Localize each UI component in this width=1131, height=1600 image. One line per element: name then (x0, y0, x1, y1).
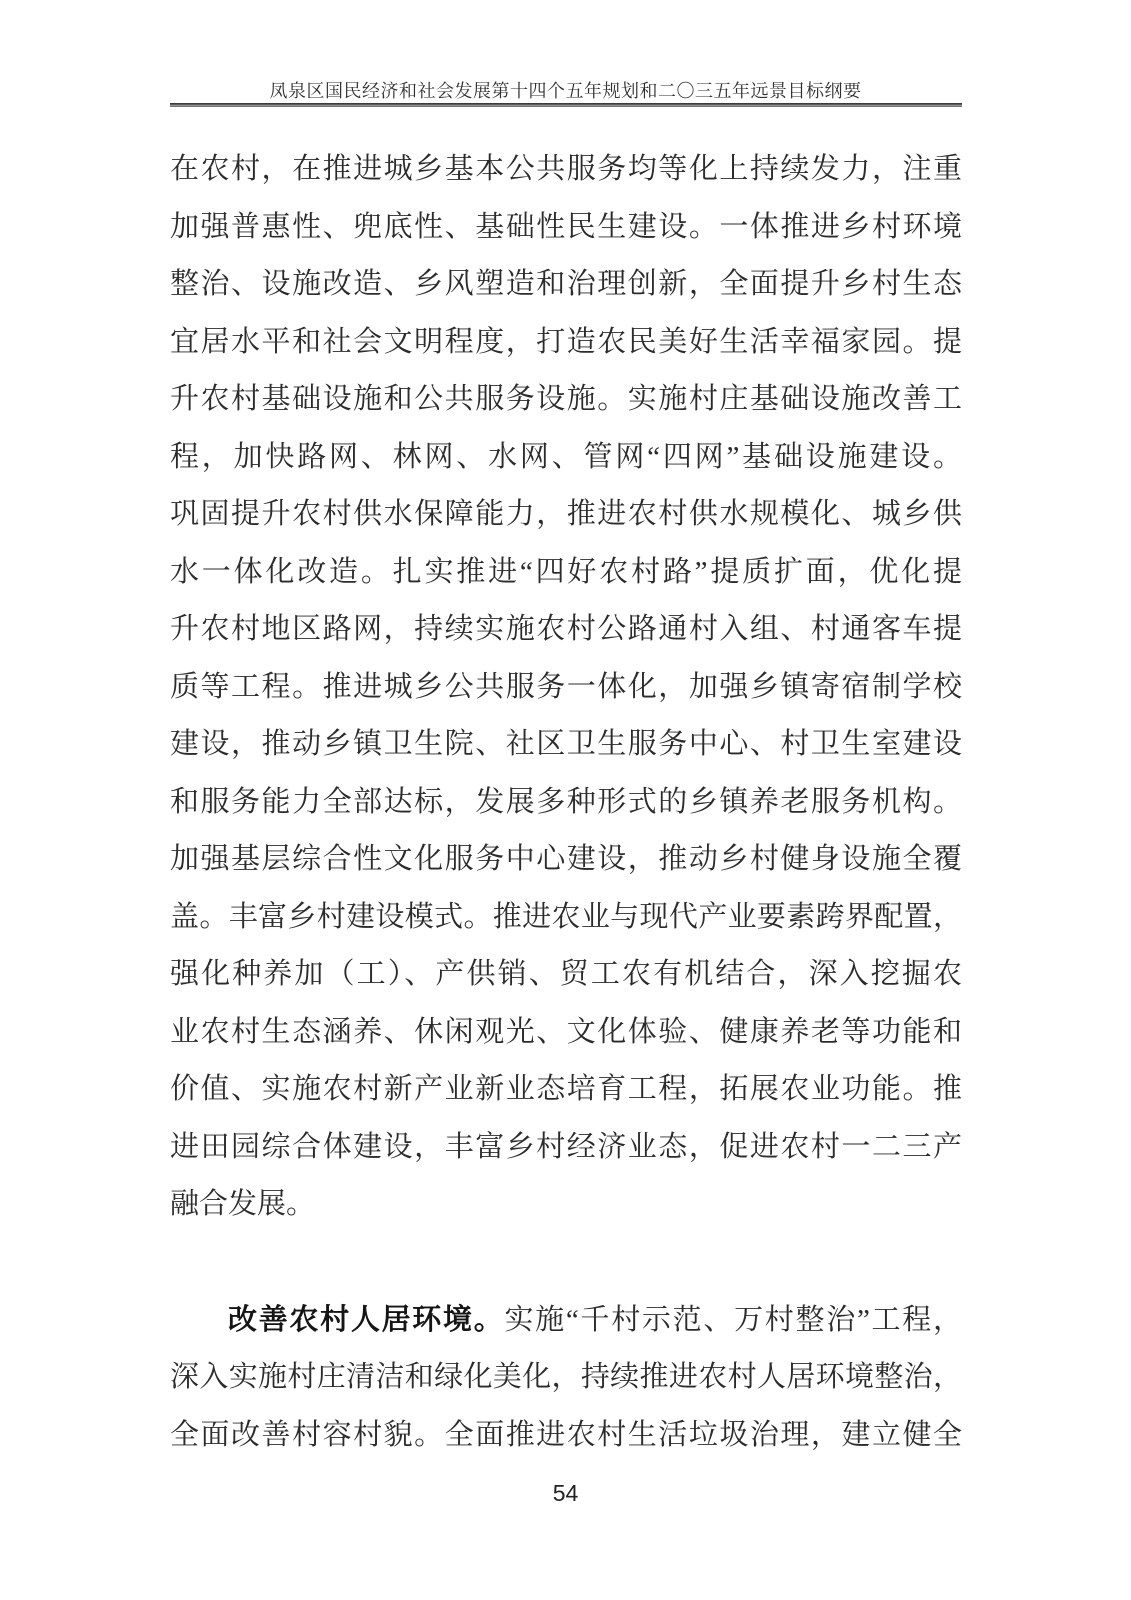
body-line: 和服务能力全部达标，发展多种形式的乡镇养老服务机构。 (170, 785, 962, 818)
body-line: 水一体化改造。扎实推进“四好农村路”提质扩面，优化提 (170, 555, 962, 588)
body-line: 整治、设施改造、乡风塑造和治理创新，全面提升乡村生态 (170, 268, 962, 300)
body-line: 升农村地区路网，持续实施农村公路通村入组、村通客车提 (170, 613, 962, 645)
body-line: 宜居水平和社会文明程度，打造农民美好生活幸福家园。提 (170, 325, 962, 358)
page-header-title: 凤泉区国民经济和社会发展第十四个五年规划和二〇三五年远景目标纲要 (269, 81, 862, 101)
paragraph-lead-bold: 改善农村人居环境。 (228, 1303, 505, 1336)
body-line: 盖。丰富乡村建设模式。推进农业与现代产业要素跨界配置， (170, 900, 962, 933)
body-line: 进田园综合体建设，丰富乡村经济业态，促进农村一二三产 (170, 1130, 962, 1163)
body-line: 全面改善村容村貌。全面推进农村生活垃圾治理，建立健全 (170, 1418, 962, 1451)
body-line: 升农村基础设施和公共服务设施。实施村庄基础设施改善工 (170, 383, 962, 415)
body-line: 加强基层综合性文化服务中心建设，推动乡村健身设施全覆 (170, 843, 962, 875)
body-line: 巩固提升农村供水保障能力，推进农村供水规模化、城乡供 (170, 498, 962, 530)
body-line: 价值、实施农村新产业新业态培育工程，拓展农业功能。推 (170, 1073, 962, 1105)
body-line: 强化种养加（工）、产供销、贸工农有机结合，深入挖掘农 (170, 958, 962, 990)
body-line: 加强普惠性、兜底性、基础性民生建设。一体推进乡村环境 (170, 210, 962, 243)
body-line: 在农村，在推进城乡基本公共服务均等化上持续发力，注重 (170, 153, 962, 185)
body-line: 融合发展。 (170, 1188, 316, 1220)
paragraph-living-environment (170, 1292, 962, 1465)
body-text-block (170, 141, 962, 1464)
paragraph-rural-services (170, 141, 962, 1234)
header-divider-rule (170, 103, 962, 107)
body-line: 建设，推动乡镇卫生院、社区卫生服务中心、村卫生室建设 (170, 728, 962, 760)
body-line: 程，加快路网、林网、水网、管网“四网”基础设施建设。 (170, 440, 962, 473)
page-number: 54 (552, 1480, 579, 1506)
body-line: 质等工程。推进城乡公共服务一体化，加强乡镇寄宿制学校 (170, 670, 962, 703)
body-line: 深入实施村庄清洁和绿化美化，持续推进农村人居环境整治， (170, 1361, 962, 1393)
body-line (170, 1292, 962, 1350)
paragraph-lead-rest: 实施“千村示范、万村整治”工程， (504, 1303, 962, 1336)
body-line: 业农村生态涵养、休闲观光、文化体验、健康养老等功能和 (170, 1015, 962, 1048)
